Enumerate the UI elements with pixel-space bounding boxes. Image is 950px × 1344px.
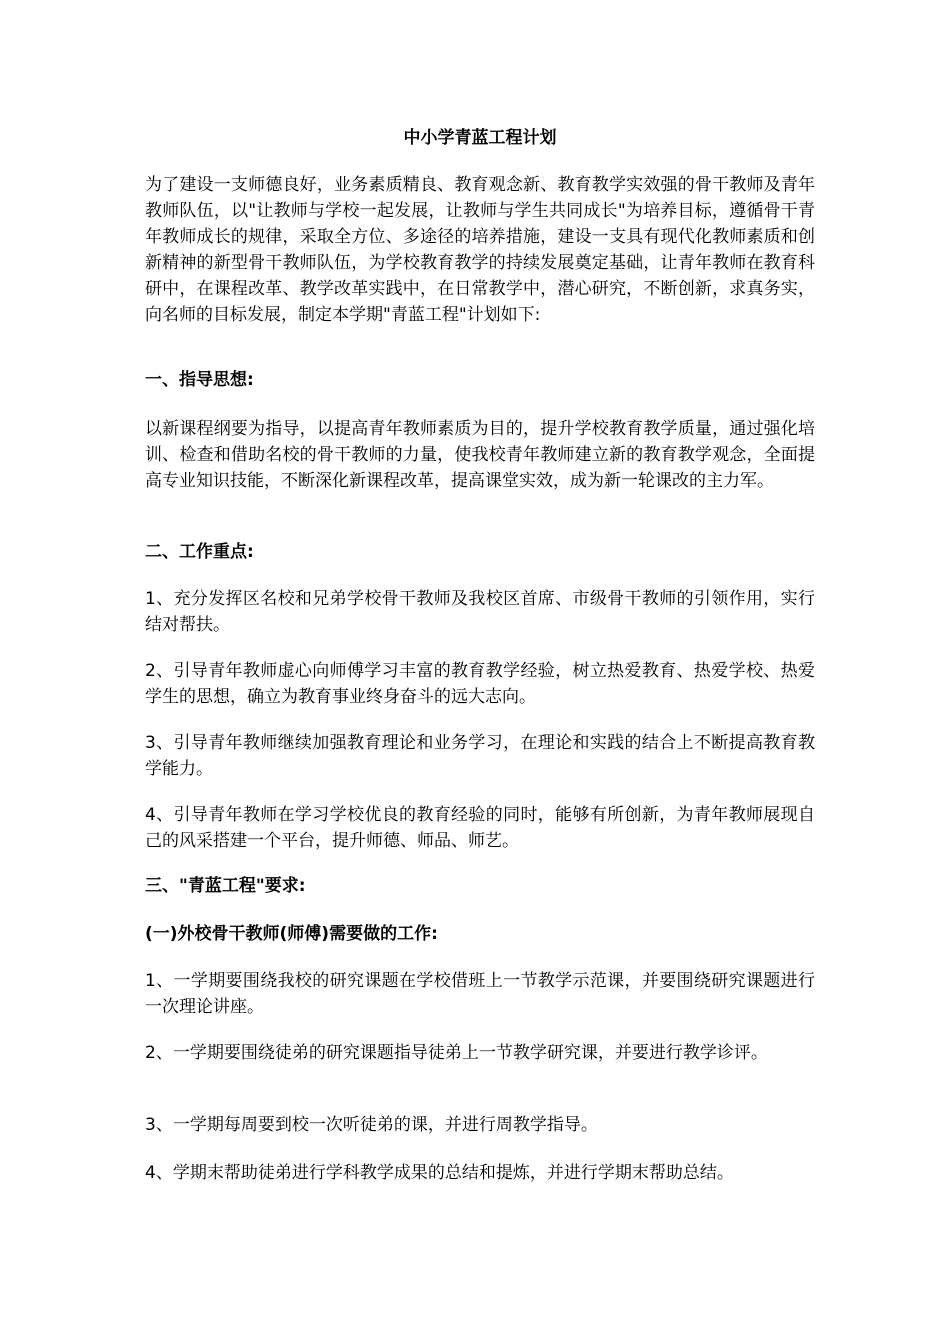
section1-heading: 一、指导思想: [145,370,254,390]
section2-item-3: 3、引导青年教师继续加强教育理论和业务学习，在理论和实践的结合上不断提高教育教学能力。 [145,733,815,779]
section2-item-2: 2、引导青年教师虚心向师傅学习丰富的教育教学经验，树立热爱教育、热爱学校、热爱学生的思想，确立为教育事业终身奋斗的远大志向。 [145,661,815,707]
section3-subheading: (一)外校骨干教师(师傅)需要做的工作: [145,924,438,944]
section3-item-3: 3、一学期每周要到校一次听徒弟的课，并进行周教学指导。 [145,1115,598,1135]
section3-item-4: 4、学期末帮助徒弟进行学科教学成果的总结和提炼，并进行学期末帮助总结。 [145,1163,734,1183]
section3-item-2: 2、一学期要围绕徒弟的研究课题指导徒弟上一节教学研究课，并要进行教学诊评。 [145,1043,768,1063]
section2-item-1: 1、充分发挥区名校和兄弟学校骨干教师及我校区首席、市级骨干教师的引领作用，实行结对帮扶。 [145,589,815,635]
section3-heading: 三、"青蓝工程"要求: [145,876,306,896]
intro-paragraph: 为了建设一支师德良好，业务素质精良、教育观念新、教育教学实效强的骨干教师及青年教师队伍，以"让教师与学校一起发展，让教师与学生共同成长"为培养目标，遵循骨干青年教师成长的规律，采取全方位、多途径的培养措施，建设一支具有现代化教师素质和创新精神的新型骨干教师队伍，为学校教育教学的持续发展奠定基础，让青年教师在教育科研中，在课程改革、教学改革实践中，在日常教学中，潜心研究，不断创新，求真务实，向名师的目标发展，制定本学期"青蓝工程"计划如下: [145,175,815,325]
section2-item-4: 4、引导青年教师在学习学校优良的教育经验的同时，能够有所创新，为青年教师展现自己的风采搭建一个平台，提升师德、师品、师艺。 [145,805,815,851]
section2-heading: 二、工作重点: [145,542,254,562]
section3-item-1: 1、一学期要围绕我校的研究课题在学校借班上一节教学示范课，并要围绕研究课题进行一次理论讲座。 [145,971,815,1017]
document-title: 中小学青蓝工程计划 [403,128,557,148]
section1-body: 以新课程纲要为指导，以提高青年教师素质为目的，提升学校教育教学质量，通过强化培训、检查和借助名校的骨干教师的力量，使我校青年教师建立新的教育教学观念，全面提高专业知识技能，不断深化新课程改革，提高课堂实效，成为新一轮课改的主力军。 [145,419,815,491]
